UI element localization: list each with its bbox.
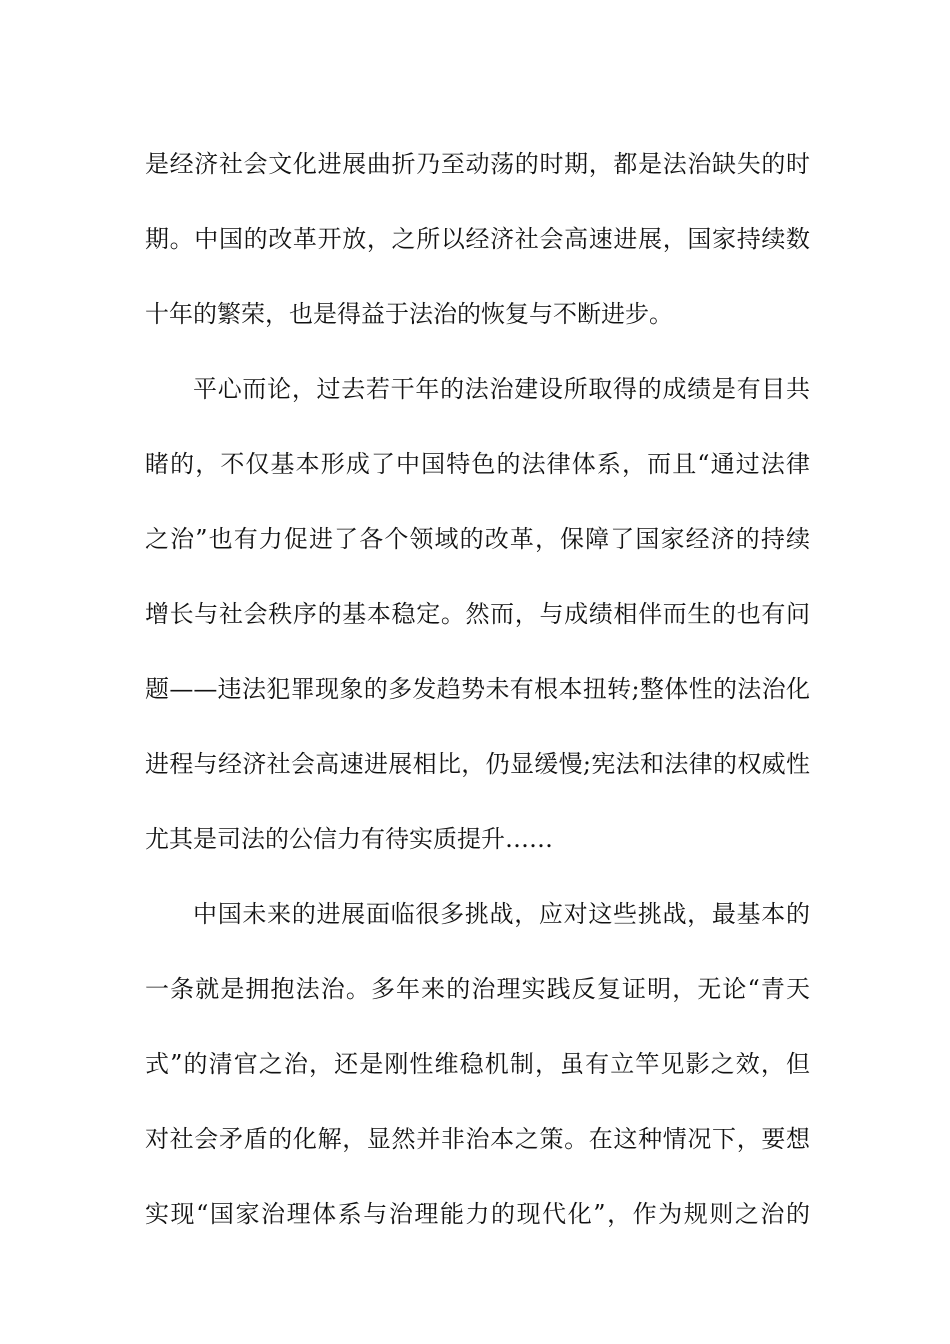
paragraph-1-line-3: 十年的繁荣，也是得益于法治的恢复与不断进步。 bbox=[145, 300, 673, 328]
paragraph-3-line-5: 实现“国家治理体系与治理能力的现代化”，作为规则之治的 bbox=[145, 1200, 810, 1228]
paragraph-2-line-5: 题——违法犯罪现象的多发趋势未有根本扭转;整体性的法治化 bbox=[145, 675, 810, 703]
paragraph-2-line-6: 进程与经济社会高速进展相比，仍显缓慢;宪法和法律的权威性 bbox=[145, 750, 810, 778]
paragraph-3-line-1: 中国未来的进展面临很多挑战，应对这些挑战，最基本的 bbox=[193, 900, 810, 928]
paragraph-1-line-2: 期。中国的改革开放，之所以经济社会高速进展，国家持续数 bbox=[145, 225, 810, 253]
paragraph-3-line-3: 式”的清官之治，还是刚性维稳机制，虽有立竿见影之效，但 bbox=[145, 1050, 810, 1078]
paragraph-2-line-2: 睹的，不仅基本形成了中国特色的法律体系，而且“通过法律 bbox=[145, 450, 810, 478]
paragraph-2-line-1: 平心而论，过去若干年的法治建设所取得的成绩是有目共 bbox=[193, 375, 810, 403]
paragraph-3-line-4: 对社会矛盾的化解，显然并非治本之策。在这种情况下，要想 bbox=[145, 1125, 810, 1153]
paragraph-2-line-3: 之治”也有力促进了各个领域的改革，保障了国家经济的持续 bbox=[145, 525, 810, 553]
paragraph-2-line-4: 增长与社会秩序的基本稳定。然而，与成绩相伴而生的也有问 bbox=[145, 600, 810, 628]
body-text bbox=[145, 127, 810, 1252]
paragraph-3-line-2: 一条就是拥抱法治。多年来的治理实践反复证明，无论“青天 bbox=[145, 975, 810, 1003]
paragraph-2-line-7: 尤其是司法的公信力有待实质提升…… bbox=[145, 825, 553, 853]
paragraph-1-line-1: 是经济社会文化进展曲折乃至动荡的时期，都是法治缺失的时 bbox=[145, 150, 810, 178]
